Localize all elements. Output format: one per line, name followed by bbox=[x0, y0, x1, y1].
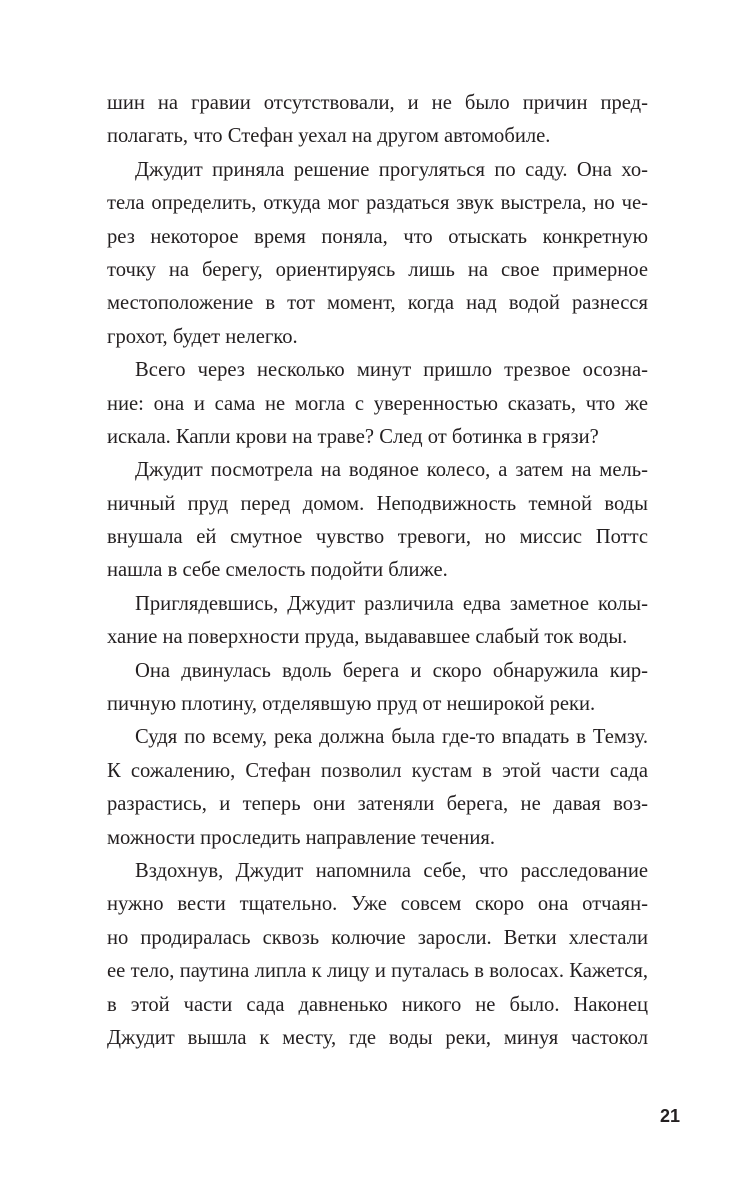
text-line: точку на берегу, ориентируясь лишь на свое примерное bbox=[107, 258, 648, 281]
text-line: нужно вести тщательно. Уже совсем скоро она отчаян- bbox=[107, 893, 648, 916]
text-line: полагать, что Стефан уехал на другом автомобиле. bbox=[107, 125, 551, 148]
text-line: Джудит приняла решение прогуляться по саду. Она хо- bbox=[135, 158, 648, 181]
text-line: Она двинулась вдоль берега и скоро обнаружила кир- bbox=[135, 659, 648, 682]
text-line: искала. Капли крови на траве? След от ботинка в грязи? bbox=[107, 425, 599, 448]
text-line: Приглядевшись, Джудит различила едва заметное колы- bbox=[135, 592, 648, 615]
text-line: разрастись, и теперь они затеняли берега, не давая воз- bbox=[107, 793, 648, 816]
text-line: грохот, будет нелегко. bbox=[107, 325, 298, 348]
text-line: можности проследить направление течения. bbox=[107, 826, 495, 849]
text-line: ее тело, паутина липла к лицу и путалась в волосах. Кажется, bbox=[107, 960, 648, 983]
text-line: пичную плотину, отделявшую пруд от неширокой реки. bbox=[107, 693, 596, 716]
text-line: шин на гравии отсутствовали, и не было причин пред- bbox=[107, 92, 648, 114]
text-line: в этой части сада давненько никого не было. Наконец bbox=[107, 993, 648, 1016]
text-line: ние: она и сама не могла с уверенностью сказать, что же bbox=[107, 392, 648, 415]
body-text bbox=[107, 87, 648, 1055]
text-line: Джудит вышла к месту, где воды реки, минуя частокол bbox=[107, 1026, 648, 1049]
text-line: Джудит посмотрела на водяное колесо, а затем на мель- bbox=[135, 459, 648, 482]
text-line: тела определить, откуда мог раздаться звук выстрела, но че- bbox=[107, 192, 648, 215]
text-line: рез некоторое время поняла, что отыскать конкретную bbox=[107, 225, 648, 248]
text-line: ничный пруд перед домом. Неподвижность темной воды bbox=[107, 492, 648, 515]
text-line: Вздохнув, Джудит напомнила себе, что расследование bbox=[135, 859, 648, 882]
text-line: Судя по всему, река должна была где-то впадать в Темзу. bbox=[135, 726, 648, 749]
text-line: К сожалению, Стефан позволил кустам в этой части сада bbox=[107, 759, 648, 782]
text-line: Всего через несколько минут пришло трезвое осозна- bbox=[135, 359, 648, 382]
text-line: местоположение в тот момент, когда над водой разнесся bbox=[107, 292, 648, 315]
text-line: но продиралась сквозь колючие заросли. Ветки хлестали bbox=[107, 926, 648, 949]
text-line: нашла в себе смелость подойти ближе. bbox=[107, 559, 448, 582]
text-line: внушала ей смутное чувство тревоги, но миссис Поттс bbox=[107, 526, 648, 549]
page-number: 21 bbox=[659, 1106, 680, 1126]
text-line: хание на поверхности пруда, выдававшее слабый ток воды. bbox=[107, 626, 628, 649]
